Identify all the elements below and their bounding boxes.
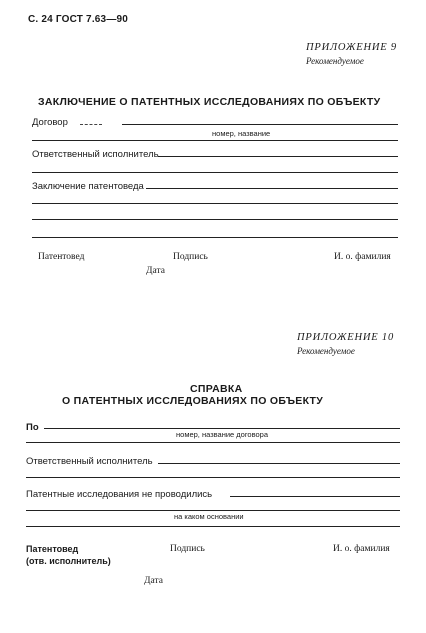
sign-date: Дата <box>146 266 165 276</box>
contract-label: Договор <box>32 117 68 128</box>
contract-line <box>122 124 398 125</box>
contract-line-2 <box>32 140 398 141</box>
contract-hint: номер, название <box>212 129 271 138</box>
sign-role: Патентовед <box>38 252 85 262</box>
not-conducted-label: Патентные исследования не проводились <box>26 489 213 500</box>
conclusion-label: Заключение патентоведа <box>32 181 144 192</box>
sign-name-10: И. о. фамилия <box>333 544 390 554</box>
responsible-label: Ответственный исполнитель <box>32 149 159 160</box>
conclusion-line-3 <box>32 219 398 220</box>
sign-role-10: Патентовед <box>26 544 79 554</box>
reason-hint: на каком основании <box>174 512 244 521</box>
appendix-9-subtitle: Рекомендуемое <box>306 56 364 66</box>
appendix-10-title: ПРИЛОЖЕНИЕ 10 <box>297 332 395 343</box>
not-conducted-line <box>230 496 400 497</box>
appendix-9-heading: ЗАКЛЮЧЕНИЕ О ПАТЕНТНЫХ ИССЛЕДОВАНИЯХ ПО ОБЪЕКТУ <box>38 96 381 108</box>
sign-signature-10: Подпись <box>170 544 205 554</box>
contract-hint-10: номер, название договора <box>176 430 269 439</box>
responsible-line-10-2 <box>26 477 400 478</box>
page-header: С. 24 ГОСТ 7.63—90 <box>28 14 129 25</box>
not-conducted-line-2 <box>26 510 400 511</box>
sign-name: И. о. фамилия <box>334 252 391 262</box>
appendix-9-title: ПРИЛОЖЕНИЕ 9 <box>306 42 397 53</box>
contract-line-10-2 <box>26 442 400 443</box>
responsible-label-10: Ответственный исполнитель <box>26 456 153 467</box>
conclusion-line <box>146 188 398 189</box>
sign-date-10: Дата <box>144 576 163 586</box>
conclusion-line-4 <box>32 237 398 238</box>
appendix-10-heading-1: СПРАВКА <box>190 383 243 395</box>
appendix-10-subtitle: Рекомендуемое <box>297 346 355 356</box>
appendix-10-heading-2: О ПАТЕНТНЫХ ИССЛЕДОВАНИЯХ ПО ОБЪЕКТУ <box>62 395 324 407</box>
responsible-line <box>158 156 398 157</box>
reason-line <box>26 526 400 527</box>
sign-role-10-sub: (отв. исполнитель) <box>26 556 111 566</box>
contract-label-10: По <box>26 422 39 433</box>
conclusion-line-2 <box>32 203 398 204</box>
responsible-line-10 <box>158 463 400 464</box>
contract-line-10 <box>44 428 400 429</box>
responsible-line-2 <box>32 172 398 173</box>
contract-dash <box>80 124 102 125</box>
sign-signature: Подпись <box>173 252 208 262</box>
